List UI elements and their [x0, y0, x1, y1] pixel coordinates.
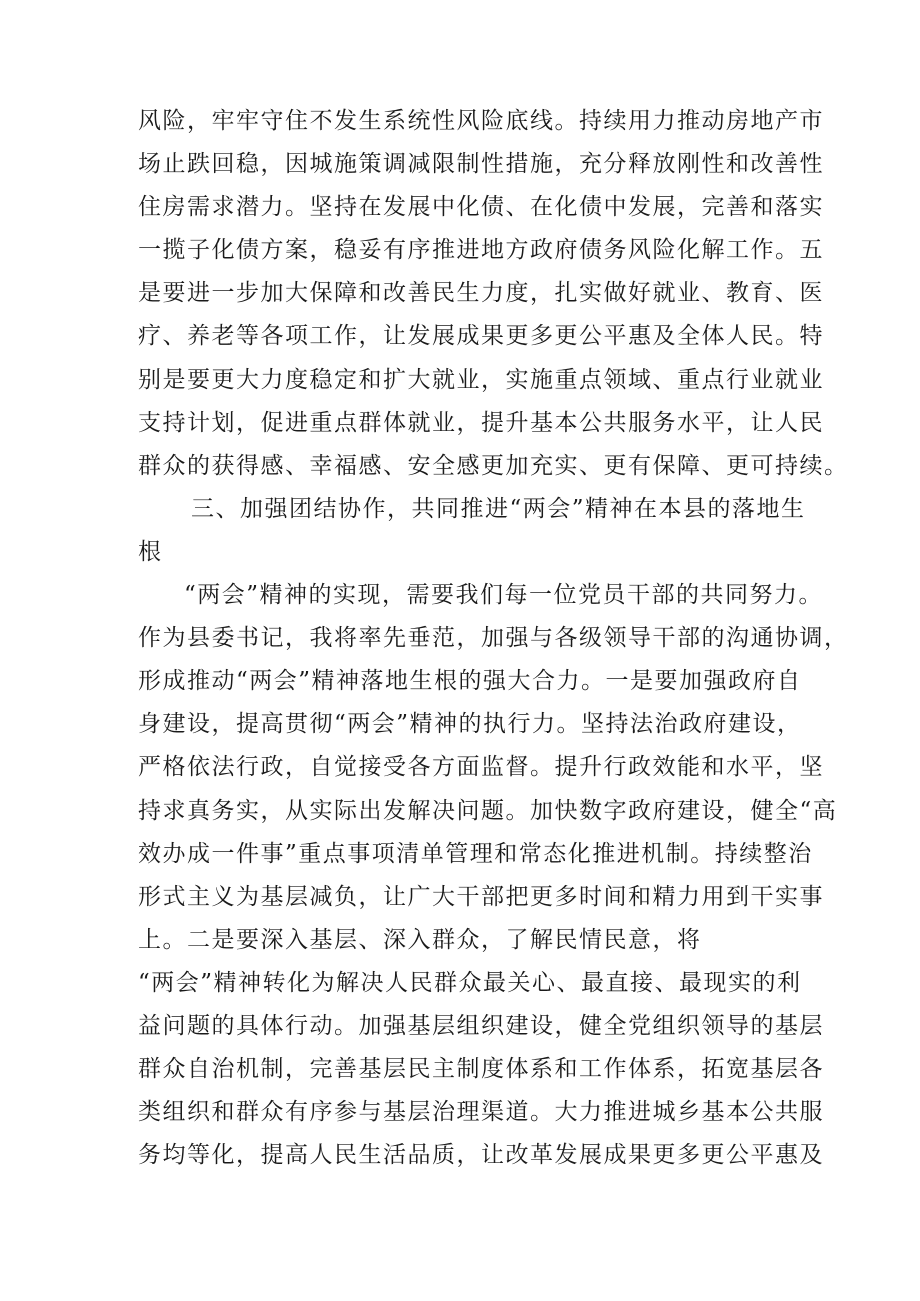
paragraph-line: 持求真务实，从实际出发解决问题。加快数字政府建设，健全“高	[138, 797, 838, 824]
paragraph-line: 群众的获得感、幸福感、安全感更加充实、更有保障、更可持续。	[138, 452, 849, 479]
paragraph-line: 住房需求潜力。坚持在发展中化债、在化债中发展，完善和落实	[138, 194, 824, 221]
paragraph-line: 形式主义为基层减负，让广大干部把更多时间和精力用到干实事	[138, 883, 824, 910]
paragraph-line: 风险，牢牢守住不发生系统性风险底线。持续用力推动房地产市	[138, 108, 824, 134]
paragraph-line: 别是要更大力度稳定和扩大就业，实施重点领域、重点行业就业	[138, 366, 824, 393]
paragraph-line: 支持计划，促进重点群体就业，提升基本公共服务水平，让人民	[138, 409, 824, 436]
paragraph-line: 形成推动“两会”精神落地生根的强大合力。一是要加强政府自	[138, 668, 802, 695]
paragraph-line: 一揽子化债方案，稳妥有序推进地方政府债务风险化解工作。五	[138, 237, 824, 264]
paragraph-line: 身建设，提高贯彻“两会”精神的执行力。坚持法治政府建设，	[138, 711, 802, 738]
paragraph-line: “两会”精神转化为解决人民群众最关心、最直接、最现实的利	[138, 969, 802, 996]
paragraph-line: 疗、养老等各项工作，让发展成果更多更公平惠及全体人民。特	[138, 323, 824, 350]
paragraph-line: 是要进一步加大保障和改善民生力度，扎实做好就业、教育、医	[138, 280, 824, 307]
paragraph-line: 场止跌回稳，因城施策调减限制性措施，充分释放刚性和改善性	[138, 151, 824, 178]
paragraph-line: 群众自治机制，完善基层民主制度体系和工作体系，拓宽基层各	[138, 1056, 824, 1083]
paragraph-line: 效办成一件事”重点事项清单管理和常态化推进机制。持续整治	[138, 840, 813, 867]
paragraph-line: 类组织和群众有序参与基层治理渠道。大力推进城乡基本公共服	[138, 1099, 824, 1126]
paragraph-line: 益问题的具体行动。加强基层组织建设，健全党组织领导的基层	[138, 1012, 824, 1039]
section-heading: 三、加强团结协作，共同推进“两会”精神在本县的落地生	[191, 495, 806, 522]
paragraph-line: 务均等化，提高人民生活品质，让改革发展成果更多更公平惠及	[138, 1142, 824, 1169]
paragraph-line: 严格依法行政，自觉接受各方面监督。提升行政效能和水平，坚	[138, 754, 824, 781]
paragraph-line: “两会”精神的实现，需要我们每一位党员干部的共同努力。	[184, 582, 824, 609]
paragraph-line: 上。二是要深入基层、深入群众，了解民情民意，将	[138, 926, 702, 953]
body-text	[138, 100, 849, 1177]
section-heading-continued: 根	[138, 538, 163, 565]
paragraph-line: 作为县委书记，我将率先垂范，加强与各级领导干部的沟通协调，	[138, 625, 849, 652]
